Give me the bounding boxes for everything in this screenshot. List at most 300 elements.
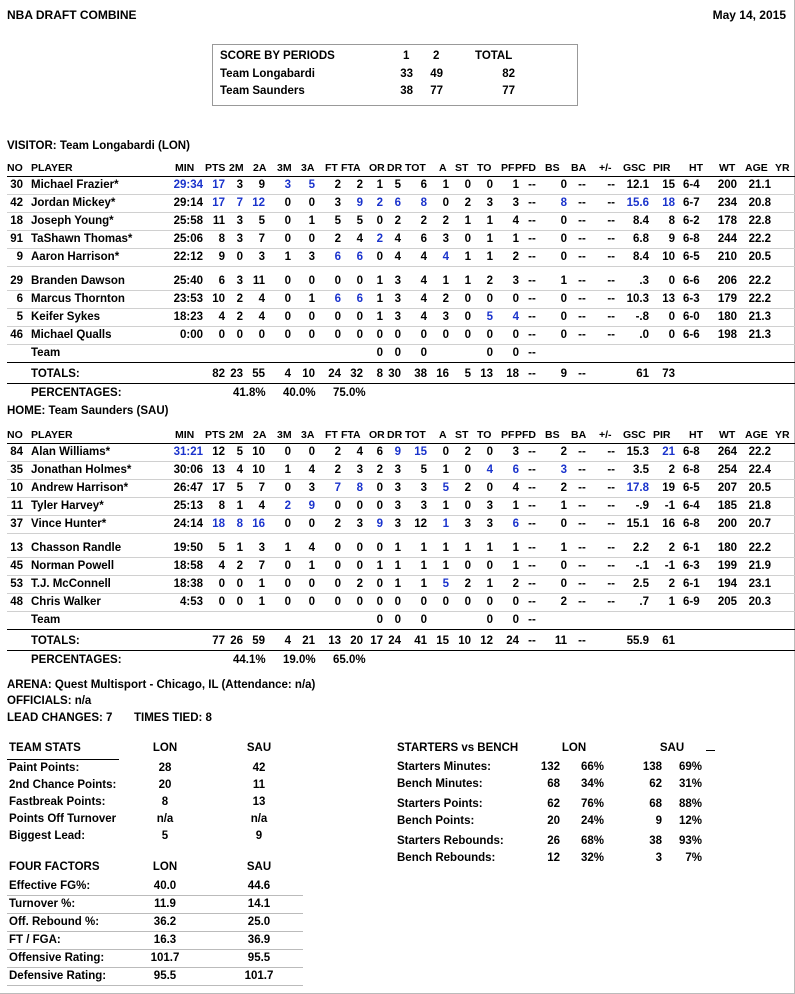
team_stats-sau: n/a [250,813,268,825]
home-starters-ft: 2 [334,464,341,476]
starters_bench-lp: 34% [580,778,604,790]
starters_bench-lv: 26 [547,835,560,847]
four_factors-lon: 16.3 [153,934,177,946]
visitor-starters-fta: 9 [356,197,363,209]
visitor-starters-pf: 2 [512,251,519,263]
starters_bench-sv: 62 [649,778,662,790]
starters_bench-sv: 38 [649,835,662,847]
starters-bench-heading: STARTERS vs BENCH [397,742,519,754]
home-bench-to: 0 [486,596,493,608]
home-starters-pf: 4 [512,482,519,494]
home-pct-fg3: 19.0% [283,654,316,666]
visitor-team-row-label: Team [31,347,61,359]
visitor-bench-pts: 0 [218,329,225,341]
home-bench-name: Norman Powell [31,560,115,572]
home-starters-to: 0 [486,446,493,458]
visitor-starters-ft: 3 [334,197,341,209]
home-starters-m3: 0 [284,446,291,458]
visitor-starters-min: 25:58 [173,215,203,227]
home-player-row [7,558,795,576]
visitor-bench-a: 2 [442,293,449,305]
home-col-a: A [439,429,447,441]
home-player-row [7,516,795,534]
home-totals-pts: 77 [212,635,225,647]
team_stats-lon: 28 [158,762,172,774]
visitor-starters-ht: 6-4 [683,179,700,191]
report-date: May 14, 2015 [712,8,786,22]
visitor-bench-m3: 0 [284,275,291,287]
four_factors-row [7,968,303,986]
home-bench-no: 48 [10,596,23,608]
visitor-starters-tot: 6 [420,233,427,245]
home-starters-m2: 8 [236,518,243,530]
home-box-score [7,427,795,669]
visitor-bench-to: 0 [486,293,493,305]
four_factors-sau: 14.1 [247,898,271,910]
visitor-bench-pm: -- [607,329,615,341]
visitor-bench-pm: -- [607,275,615,287]
home-starters-m2: 1 [236,500,243,512]
visitor-bench-min: 25:40 [173,275,203,287]
visitor-bench-ft: 0 [334,311,341,323]
home-starters-tot: 5 [420,464,427,476]
home-bench-or: 0 [376,578,383,590]
team_stats-sau: 9 [255,830,263,842]
home-col-2a: 2A [253,429,267,441]
home-starters-pf: 1 [512,500,519,512]
visitor-pct-fg2: 41.8% [233,387,266,399]
starters_bench-lp: 68% [580,835,604,847]
visitor-bench-m2: 3 [236,275,243,287]
visitor-starters-ba: -- [578,197,586,209]
home-bench-min: 18:38 [173,578,203,590]
home-team-row [7,612,795,630]
team_stats-label: Fastbreak Points: [9,796,106,808]
starters_bench-lp: 76% [580,798,604,810]
home-col-pts: PTS [205,429,226,441]
visitor-starters-a: 3 [442,233,449,245]
visitor-bench-a3: 1 [308,293,315,305]
visitor-bench-a2: 4 [258,311,265,323]
visitor-totals-a2: 55 [252,368,265,380]
visitor-starters-a3: 1 [308,215,315,227]
home-starters-tot: 12 [414,518,427,530]
visitor-bench-m2: 0 [236,329,243,341]
visitor-col-to: TO [477,162,492,174]
home-starters-age: 22.4 [748,464,771,476]
visitor-bench-a: 1 [442,275,449,287]
home-starters-wt: 207 [717,482,737,494]
visitor-bench-wt: 180 [717,311,737,323]
visitor-player-row [7,273,795,291]
home-col-2m: 2M [229,429,244,441]
visitor-starters-ht: 6-7 [683,197,700,209]
home-starters-m3: 0 [284,518,291,530]
visitor-bench-a2: 0 [258,329,265,341]
team_stats-row [7,794,307,811]
visitor-col-ba: BA [571,162,587,174]
home-starters-or: 2 [376,464,383,476]
home-col-bs: BS [545,429,560,441]
home-starters-pts: 12 [212,446,225,458]
visitor-starters-or: 2 [376,197,383,209]
visitor-bench-age: 22.2 [748,275,771,287]
team-stats-heading: TEAM STATS [9,742,81,754]
home-bench-bs: 0 [560,560,567,572]
visitor-starters-pfd: -- [528,251,536,263]
home-bench-name: Chris Walker [31,596,101,608]
visitor-starters-pm: -- [607,233,615,245]
home-starters-st: 2 [464,482,471,494]
visitor-totals-row [7,363,795,384]
visitor-col-dr: DR [387,162,403,174]
home-bench-a3: 0 [308,578,315,590]
home-starters-pf: 3 [512,446,519,458]
visitor-bench-dr: 3 [394,311,401,323]
starters_bench-row [396,813,716,830]
home-bench-m3: 0 [284,578,291,590]
home-bench-pf: 2 [512,578,519,590]
home-starters-bs: 0 [560,518,567,530]
visitor-col-2a: 2A [253,162,267,174]
visitor-bench-no: 46 [10,329,23,341]
home-bench-tot: 1 [420,578,427,590]
home-team-label: HOME: Team Saunders (SAU) [7,405,169,417]
visitor-starters-m3: 0 [284,233,291,245]
home-starters-tot: 3 [420,500,427,512]
visitor-bench-no: 6 [16,293,23,305]
home-col-dr: DR [387,429,403,441]
home-starters-a: 1 [442,500,449,512]
home-player-row [7,462,795,480]
home-starters-st: 0 [464,500,471,512]
home-bench-or: 1 [376,560,383,572]
home-bench-ba: -- [578,542,586,554]
visitor-starters-min: 25:06 [173,233,203,245]
four_factors-label: Effective FG%: [9,880,91,892]
visitor-starters-m3: 0 [284,215,291,227]
home-bench-bs: 1 [560,542,567,554]
home-bench-bs: 2 [560,596,567,608]
home-bench-pts: 5 [218,542,225,554]
visitor-starters-gsc: 6.8 [633,233,649,245]
visitor-bench-ba: -- [578,311,586,323]
four_factors-sau: 44.6 [247,880,271,892]
home-starters-to: 3 [486,518,493,530]
home-totals-a2: 59 [252,635,265,647]
visitor-starters-pir: 15 [662,179,675,191]
home-starters-wt: 185 [717,500,737,512]
visitor-starters-ba: -- [578,233,586,245]
visitor-bench-a: 0 [442,329,449,341]
visitor-starters-age: 22.2 [748,233,771,245]
home-starters-gsc: -.9 [635,500,649,512]
starters_bench-lp: 32% [580,852,604,864]
starters_bench-sp: 93% [678,835,702,847]
home-starters-m2: 5 [236,446,243,458]
team_stats-label: Biggest Lead: [9,830,86,842]
home-bench-m2: 1 [236,542,243,554]
starters_bench-row [396,759,716,776]
home-bench-gsc: 2.5 [633,578,649,590]
home-pct-fg2: 44.1% [233,654,266,666]
home-bench-min: 19:50 [173,542,203,554]
home-bench-ht: 6-3 [683,560,700,572]
visitor-bench-dr: 3 [394,275,401,287]
home-bench-pf: 1 [512,560,519,572]
periods-team-1: Team Longabardi [220,68,315,80]
home-bench-pm: -- [607,560,615,572]
home-starters-ht: 6-8 [683,518,700,530]
visitor-bench-min: 23:53 [173,293,203,305]
visitor-bench-st: 0 [464,311,471,323]
visitor-team-row-tot: 0 [420,347,427,359]
home-bench-pts: 0 [218,578,225,590]
four_factors-row [7,932,303,950]
periods-heading: SCORE BY PERIODS [220,50,335,62]
visitor-starters-name: Jordan Mickey* [31,197,116,209]
visitor-starters-a2: 7 [258,233,265,245]
home-starters-pm: -- [607,464,615,476]
visitor-starters-bs: 0 [560,215,567,227]
home-bench-wt: 194 [717,578,737,590]
home-starters-a: 1 [442,464,449,476]
visitor-bench-bs: 0 [560,329,567,341]
home-starters-a: 0 [442,446,449,458]
home-bench-pm: -- [607,578,615,590]
home-starters-a2: 16 [252,518,265,530]
home-bench-a: 5 [442,578,449,590]
lead-changes: LEAD CHANGES: 7 [7,712,113,724]
visitor-bench-m2: 2 [236,311,243,323]
home-starters-pir: 19 [662,482,675,494]
visitor-bench-ht: 6-6 [683,275,700,287]
home-col-player: PLAYER [31,429,73,441]
visitor-bench-to: 0 [486,329,493,341]
home-starters-pts: 17 [212,482,225,494]
home-bench-dr: 1 [394,578,401,590]
home-bench-fta: 2 [356,578,363,590]
visitor-starters-wt: 234 [717,197,737,209]
home-bench-m2: 0 [236,578,243,590]
report-title: NBA DRAFT COMBINE [7,8,137,22]
visitor-col-fta: FTA [341,162,361,174]
visitor-col-min: MIN [175,162,195,174]
visitor-starters-dr: 5 [394,179,401,191]
home-starters-no: 10 [10,482,23,494]
home-player-row [7,444,795,462]
visitor-starters-ft: 2 [334,179,341,191]
home-player-row [7,540,795,558]
visitor-starters-fta: 4 [356,233,363,245]
visitor-starters-bs: 8 [560,197,567,209]
visitor-starters-pf: 3 [512,197,519,209]
visitor-bench-tot: 4 [420,293,427,305]
home-starters-gsc: 15.3 [626,446,649,458]
visitor-bench-pts: 6 [218,275,225,287]
periods-team-2-p1: 38 [400,85,413,97]
visitor-starters-name: TaShawn Thomas* [31,233,133,245]
visitor-starters-min: 29:14 [173,197,203,209]
home-totals-a: 15 [436,635,449,647]
visitor-starters-no: 18 [10,215,23,227]
visitor-team-row [7,345,795,363]
visitor-totals-tot: 38 [414,368,427,380]
periods-team-1-p1: 33 [400,68,413,80]
home-starters-m3: 0 [284,482,291,494]
visitor-starters-pir: 10 [662,251,675,263]
home-starters-to: 0 [486,482,493,494]
visitor-totals-label: TOTALS: [31,368,80,380]
visitor-col-bs: BS [545,162,560,174]
visitor-box-score [7,160,795,402]
visitor-starters-a: 1 [442,179,449,191]
visitor-col-player: PLAYER [31,162,73,174]
home-team-row-or: 0 [376,614,383,626]
home-starters-no: 84 [10,446,23,458]
home-starters-no: 37 [10,518,23,530]
visitor-bench-to: 2 [486,275,493,287]
visitor-starters-ht: 6-2 [683,215,700,227]
visitor-bench-pir: 0 [668,329,675,341]
visitor-starters-to: 3 [486,197,493,209]
visitor-totals-to: 13 [480,368,493,380]
visitor-starters-fta: 5 [356,215,363,227]
home-starters-min: 25:13 [173,500,203,512]
home-bench-no: 45 [10,560,23,572]
visitor-column-header [7,160,795,177]
starters_bench-sp: 69% [678,761,702,773]
visitor-bench-tot: 4 [420,275,427,287]
home-column-header [7,427,795,444]
visitor-starters-dr: 6 [394,197,401,209]
visitor-starters-tot: 6 [420,179,427,191]
home-bench-ft: 0 [334,542,341,554]
visitor-bench-a: 3 [442,311,449,323]
home-player-row [7,498,795,516]
periods-col-2: 2 [433,50,440,62]
visitor-bench-ba: -- [578,275,586,287]
visitor-starters-ht: 6-5 [683,251,700,263]
starters-bench-col-sau: SAU [659,742,685,754]
home-starters-pfd: -- [528,518,536,530]
home-bench-a2: 7 [258,560,265,572]
home-starters-ht: 6-8 [683,464,700,476]
home-starters-wt: 264 [717,446,737,458]
home-totals-or: 17 [370,635,383,647]
four-factors-col-sau: SAU [246,861,272,873]
visitor-starters-gsc: 8.4 [633,215,649,227]
visitor-starters-min: 29:34 [173,179,203,191]
visitor-bench-or: 1 [376,311,383,323]
visitor-bench-pfd: -- [528,311,536,323]
home-starters-dr: 3 [394,500,401,512]
home-bench-ht: 6-1 [683,578,700,590]
officials-line: OFFICIALS: n/a [7,695,92,707]
starters_bench-sp: 7% [685,852,702,864]
starters_bench-label: Bench Rebounds: [397,852,496,864]
visitor-starters-ft: 2 [334,233,341,245]
home-starters-or: 9 [376,518,383,530]
starters_bench-sv: 68 [649,798,662,810]
home-starters-or: 0 [376,482,383,494]
visitor-starters-st: 0 [464,233,471,245]
visitor-col-no: NO [7,162,23,174]
visitor-totals-ba: -- [578,368,586,380]
home-starters-m3: 1 [284,464,291,476]
home-starters-pir: 2 [668,464,675,476]
home-totals-pf: 24 [506,635,519,647]
visitor-player-row [7,309,795,327]
home-bench-ba: -- [578,596,586,608]
visitor-bench-gsc: 10.3 [626,293,649,305]
home-bench-m2: 0 [236,596,243,608]
visitor-bench-bs: 1 [560,275,567,287]
home-bench-pir: 2 [668,542,675,554]
home-starters-age: 20.7 [748,518,771,530]
visitor-bench-name: Branden Dawson [31,275,125,287]
visitor-totals-gsc: 61 [636,368,649,380]
visitor-starters-ba: -- [578,215,586,227]
visitor-col-3m: 3M [277,162,292,174]
home-bench-pts: 4 [218,560,225,572]
visitor-col-pf: PF [501,162,515,174]
home-starters-min: 30:06 [173,464,203,476]
visitor-starters-m2: 3 [236,233,243,245]
home-starters-st: 0 [464,464,471,476]
home-col-ht: HT [689,429,703,441]
visitor-bench-gsc: .3 [639,275,649,287]
visitor-bench-ba: -- [578,329,586,341]
four_factors-row [7,950,303,968]
home-starters-st: 2 [464,446,471,458]
home-starters-name: Tyler Harvey* [31,500,104,512]
home-team-row-label: Team [31,614,61,626]
four_factors-row [7,896,303,914]
home-percentages-row [7,651,795,669]
home-starters-min: 31:21 [173,446,203,458]
home-totals-to: 12 [480,635,493,647]
team_stats-label: 2nd Chance Points: [9,779,117,791]
home-col-fta: FTA [341,429,361,441]
home-bench-min: 4:53 [179,596,203,608]
home-starters-pm: -- [607,446,615,458]
home-starters-or: 6 [376,446,383,458]
home-starters-pir: 21 [662,446,675,458]
visitor-starters-m2: 7 [236,197,243,209]
visitor-bench-pf: 0 [512,293,519,305]
visitor-col-or: OR [369,162,385,174]
team_stats-label: Paint Points: [9,762,80,774]
visitor-totals-pts: 82 [212,368,225,380]
home-starters-m2: 5 [236,482,243,494]
home-team-row-pf: 0 [512,614,519,626]
home-starters-tot: 15 [414,446,427,458]
home-bench-pfd: -- [528,596,536,608]
home-bench-fta: 0 [356,560,363,572]
four_factors-lon: 40.0 [153,880,177,892]
visitor-bench-no: 5 [16,311,23,323]
visitor-player-row [7,327,795,345]
visitor-starters-or: 0 [376,251,383,263]
four_factors-lon: 101.7 [150,952,180,964]
home-bench-pir: 2 [668,578,675,590]
home-bench-or: 0 [376,542,383,554]
home-starters-bs: 3 [560,464,567,476]
visitor-player-row [7,231,795,249]
home-starters-fta: 3 [356,464,363,476]
starters_bench-label: Bench Points: [397,815,475,827]
